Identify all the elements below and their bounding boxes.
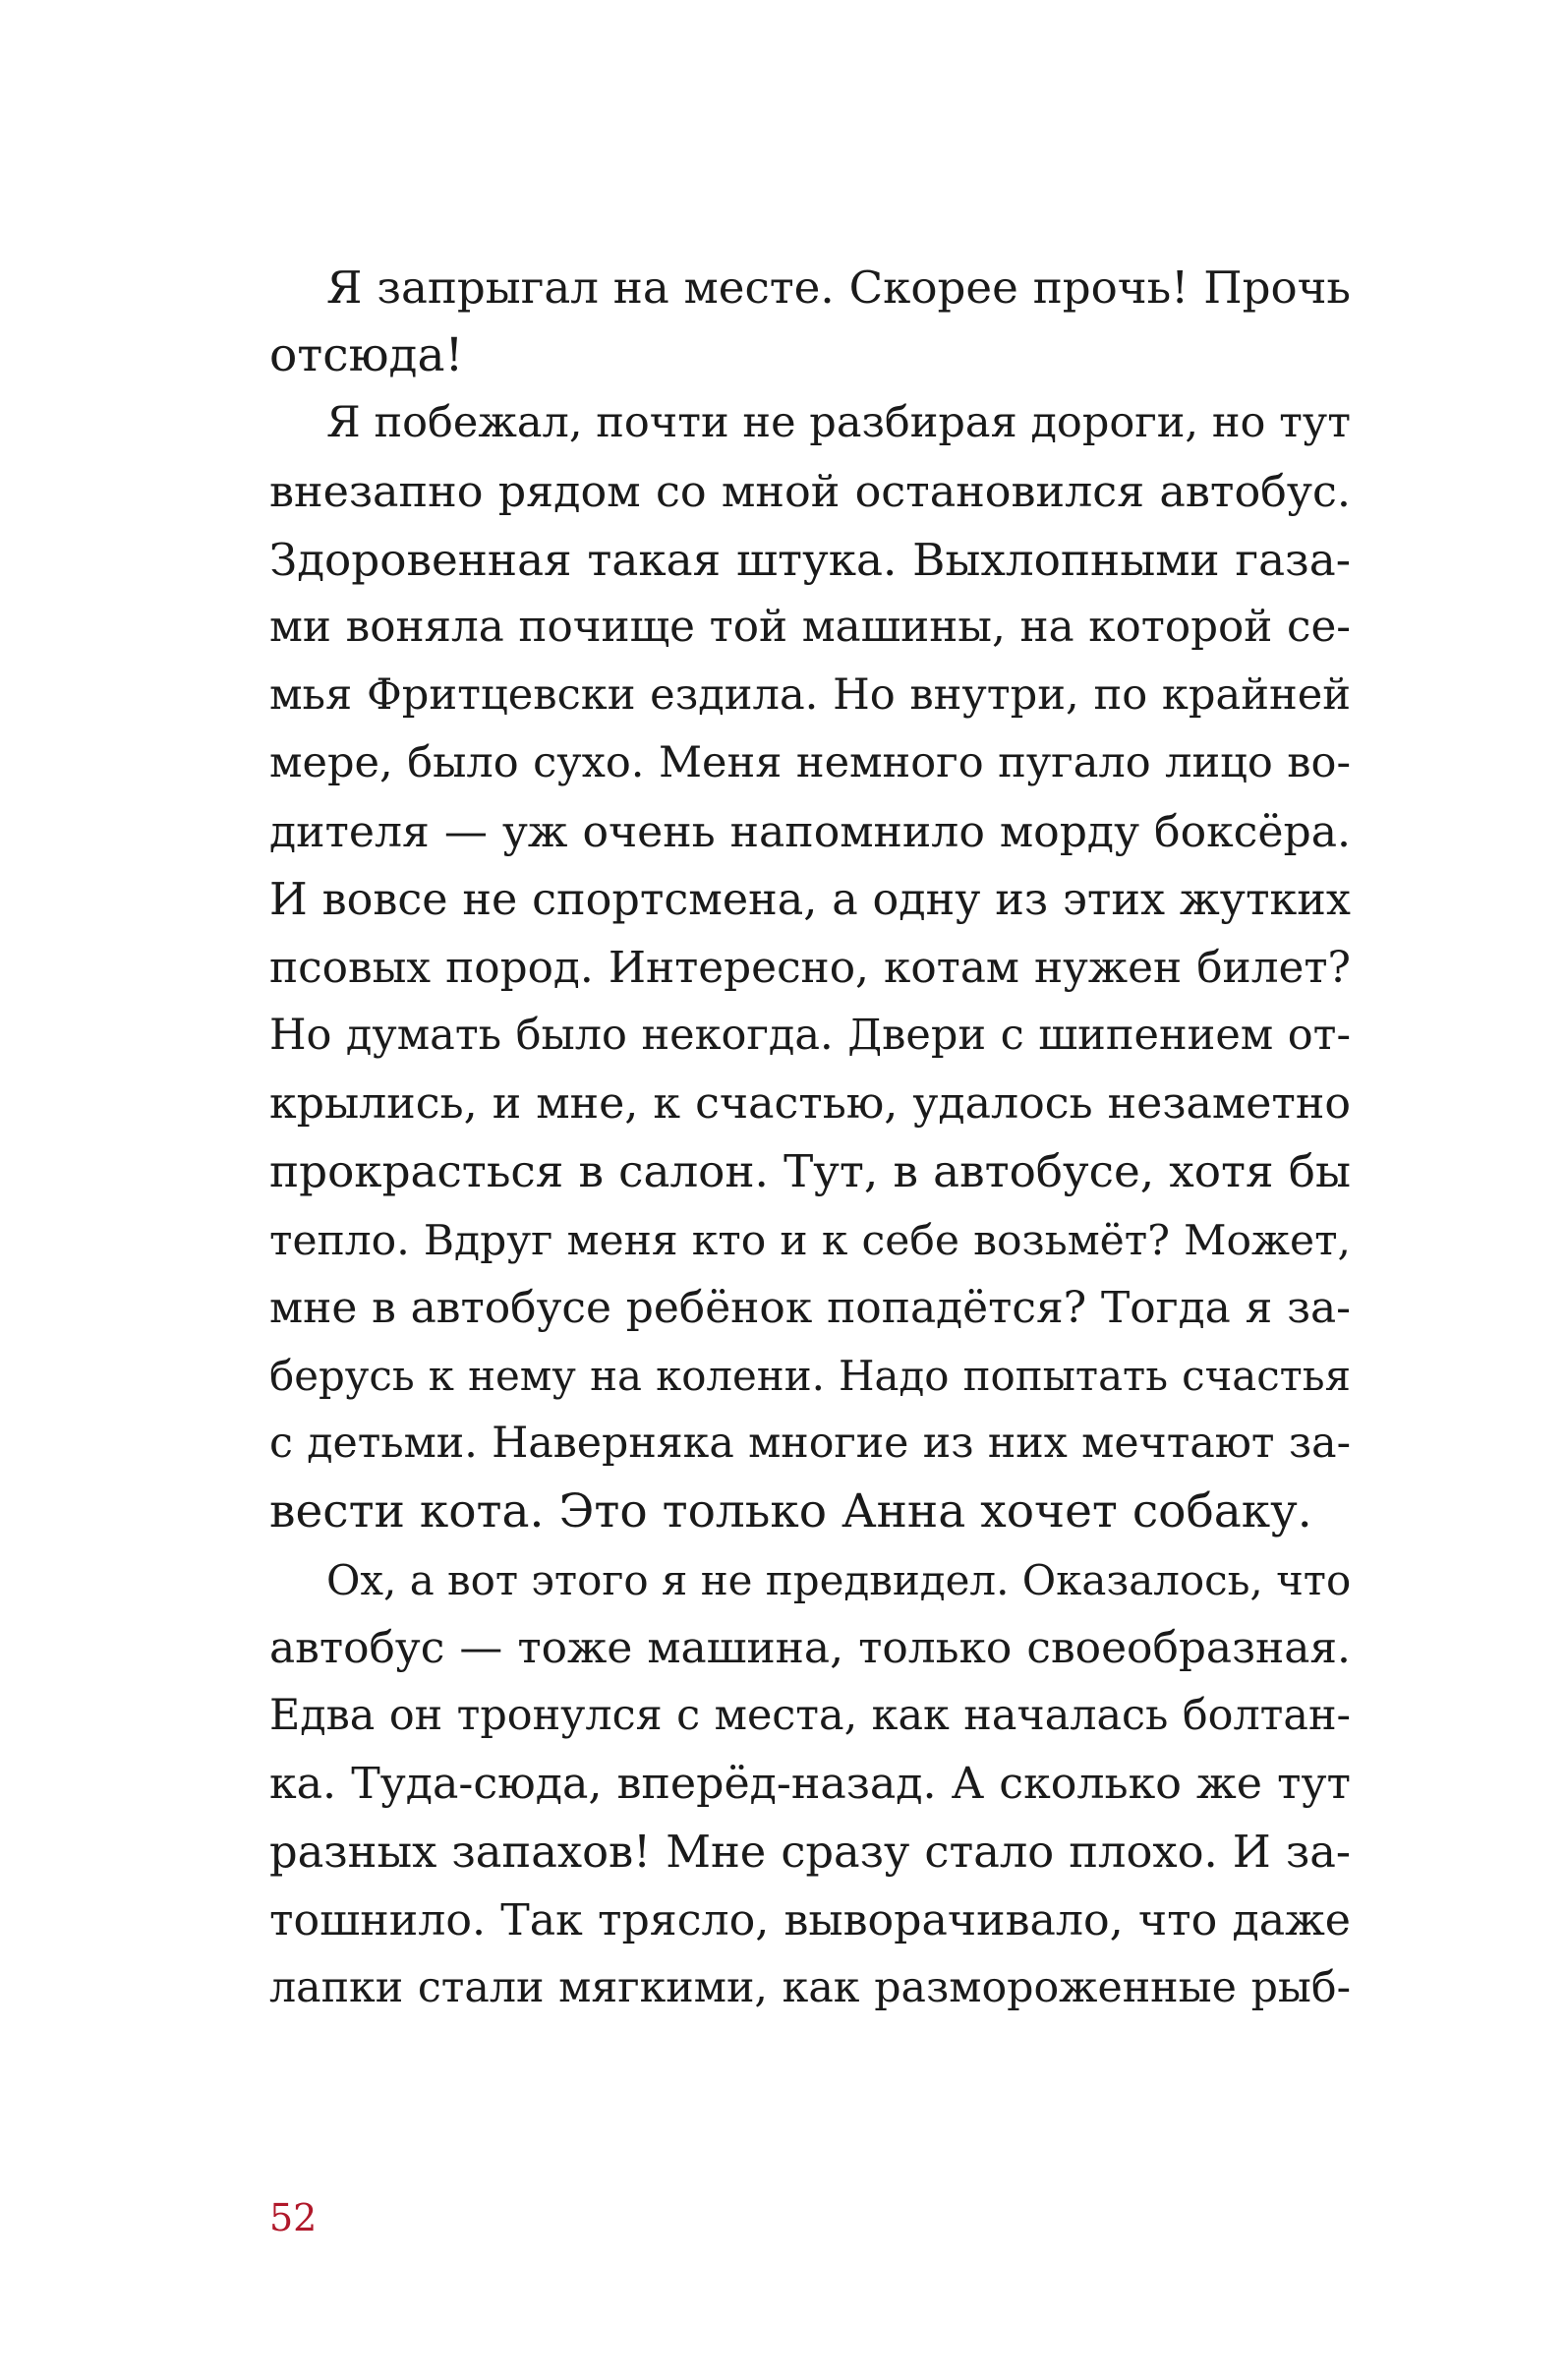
text-line: с детьми. Наверняка многие из них мечтают за- — [269, 1419, 1351, 1469]
text-line: крылись, и мне, к счастью, удалось незаметно — [269, 1078, 1351, 1130]
text-line: Но думать было некогда. Двери с шипением от- — [269, 1011, 1351, 1061]
text-line: мере, было сухо. Меня немного пугало лицо во- — [269, 738, 1351, 788]
text-line: тепло. Вдруг меня кто и к себе возьмёт? Может, — [269, 1215, 1351, 1264]
text-line: Я запрыгал на месте. Скорее прочь! Прочь — [326, 261, 1351, 314]
body-text — [269, 254, 1351, 2022]
page-number: 52 — [269, 2196, 318, 2239]
text-line: разных запахов! Мне сразу стало плохо. И за- — [269, 1826, 1351, 1879]
text-line: автобус — тоже машина, только своеобразная. — [269, 1622, 1351, 1673]
text-line: отсюда! — [269, 328, 464, 383]
text-line: дителя — уж очень напомнило морду боксёра. — [269, 806, 1351, 857]
text-line: псовых пород. Интересно, котам нужен билет? — [269, 942, 1351, 993]
text-line: Я побежал, почти не разбирая дороги, но тут — [326, 398, 1351, 448]
text-line: прокрасться в салон. Тут, в автобусе, хотя бы — [269, 1145, 1351, 1198]
text-line: Ох, а вот этого я не предвидел. Оказалось, что — [326, 1555, 1352, 1604]
text-line: тошнило. Так трясло, выворачивало, что даже — [269, 1894, 1351, 1945]
text-line: Здоровенная такая штука. Выхлопными газа- — [269, 533, 1351, 586]
text-line: И вовсе не спортсмена, а одну из этих жутких — [269, 874, 1351, 925]
text-line: мья Фритцевски ездила. Но внутри, по крайней — [269, 670, 1351, 721]
text-line: вести кота. Это только Анна хочет собаку. — [269, 1484, 1312, 1539]
text-line: внезапно рядом со мной остановился автобус. — [269, 466, 1351, 517]
text-line: Едва он тронулся с места, как началась болтан- — [269, 1690, 1351, 1740]
text-line: берусь к нему на колени. Надо попытать счастья — [269, 1352, 1351, 1400]
text-line: ка. Туда-сюда, вперёд-назад. А сколько же тут — [269, 1759, 1351, 1810]
text-line: ми воняла почище той машины, на которой се- — [269, 602, 1351, 652]
text-line: мне в автобусе ребёнок попадётся? Тогда я за- — [269, 1282, 1351, 1333]
text-line: лапки стали мягкими, как размороженные рыб- — [269, 1962, 1351, 2012]
